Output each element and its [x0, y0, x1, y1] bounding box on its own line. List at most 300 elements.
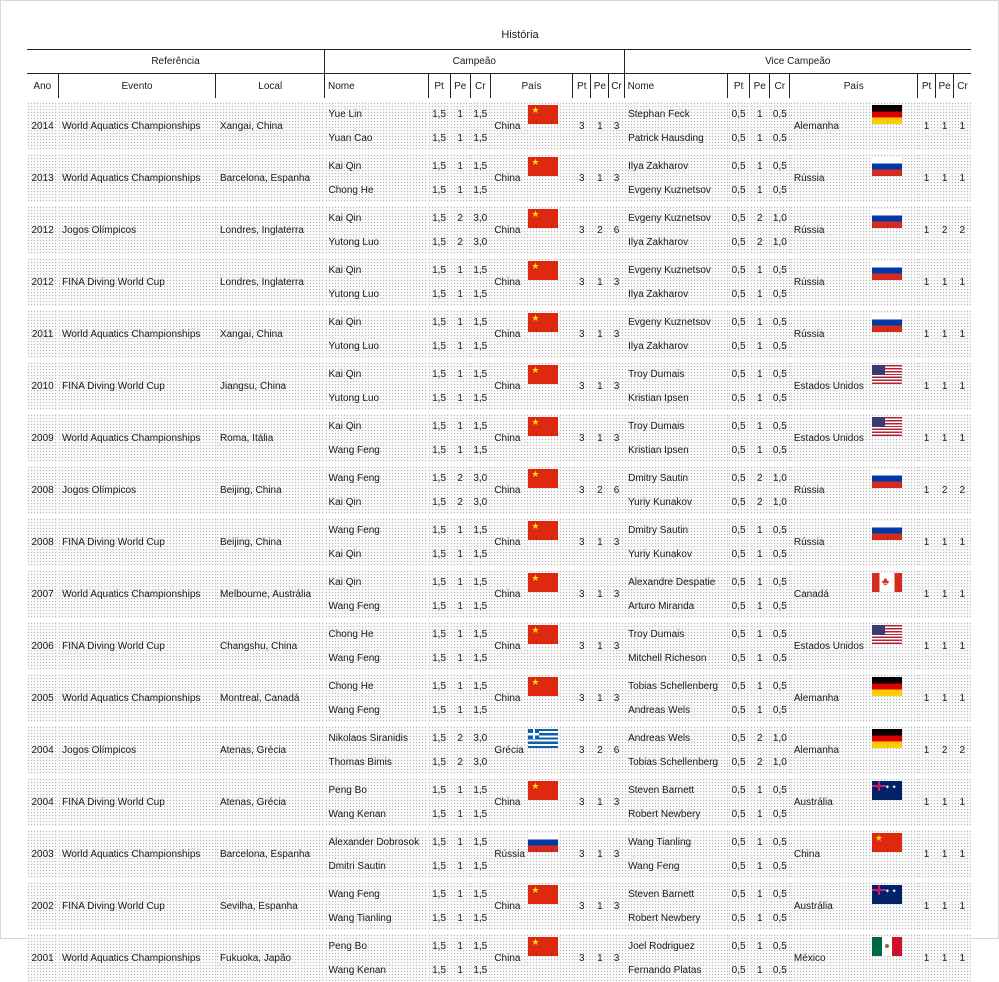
vice-athlete-name: Tobias Schellenberg — [624, 672, 728, 698]
vice-country-cell — [790, 776, 918, 828]
germany-flag-icon — [872, 729, 902, 748]
table-row — [27, 464, 971, 490]
champ-athlete-pt: 1,5 — [428, 698, 450, 724]
vice-athlete-cr: 0,5 — [770, 802, 790, 828]
champ-athlete-pt: 1,5 — [428, 178, 450, 204]
champ-athlete-pt: 1,5 — [428, 308, 450, 334]
vice-athlete-pe: 2 — [750, 204, 770, 230]
vice-athlete-pe: 1 — [750, 282, 770, 308]
champ-country-name: China — [494, 432, 521, 444]
vice-athlete-cr: 0,5 — [770, 958, 790, 982]
china-flag-icon — [528, 677, 558, 696]
champ-country-name: China — [494, 224, 521, 236]
champ-country-name: China — [494, 536, 521, 548]
vice-country-cpt: 1 — [918, 204, 936, 256]
cell-ano: 2004 — [27, 776, 58, 828]
vice-country-cell — [790, 932, 918, 982]
vice-athlete-pe: 1 — [750, 516, 770, 542]
champ-athlete-cr: 1,5 — [470, 256, 490, 282]
cell-evento: FINA Diving World Cup — [58, 776, 216, 828]
cell-ano: 2008 — [27, 464, 58, 516]
cell-local: Londres, Inglaterra — [216, 204, 325, 256]
cell-ano: 2011 — [27, 308, 58, 360]
champ-athlete-cr: 1,5 — [470, 880, 490, 906]
champ-athlete-name: Wang Feng — [325, 438, 429, 464]
champ-country-cell — [490, 256, 572, 308]
champ-athlete-name: Wang Feng — [325, 698, 429, 724]
vice-country-ccr: 1 — [954, 776, 971, 828]
vice-athlete-cr: 0,5 — [770, 386, 790, 412]
col-header-champ-nome: Nome — [325, 74, 429, 101]
cell-evento: World Aquatics Championships — [58, 568, 216, 620]
vice-country-cell — [790, 568, 918, 620]
china-flag-icon — [528, 209, 558, 228]
china-flag-icon — [528, 157, 558, 176]
champ-country-cpt: 3 — [573, 776, 591, 828]
vice-athlete-pt: 0,5 — [728, 438, 750, 464]
vice-country-cpt: 1 — [918, 256, 936, 308]
vice-athlete-pt: 0,5 — [728, 178, 750, 204]
vice-athlete-name: Evgeny Kuznetsov — [624, 256, 728, 282]
cell-local: Roma, Itália — [216, 412, 325, 464]
vice-athlete-pe: 1 — [750, 932, 770, 958]
vice-athlete-cr: 0,5 — [770, 672, 790, 698]
vice-country-name: Rússia — [793, 276, 825, 288]
cell-local: Montreal, Canadá — [216, 672, 325, 724]
champ-athlete-pt: 1,5 — [428, 360, 450, 386]
champ-athlete-pt: 1,5 — [428, 490, 450, 516]
table-row — [27, 932, 971, 958]
champ-country-cpe: 1 — [591, 828, 609, 880]
vice-country-cell — [790, 672, 918, 724]
champ-athlete-pt: 1,5 — [428, 438, 450, 464]
vice-athlete-name: Wang Feng — [624, 854, 728, 880]
vice-athlete-pt: 0,5 — [728, 906, 750, 932]
champ-athlete-name: Yutong Luo — [325, 230, 429, 256]
cell-evento: FINA Diving World Cup — [58, 516, 216, 568]
champ-country-ccr: 6 — [609, 724, 624, 776]
champ-athlete-name: Kai Qin — [325, 490, 429, 516]
vice-country-name: México — [793, 952, 826, 964]
champ-athlete-pe: 1 — [450, 932, 470, 958]
vice-athlete-cr: 0,5 — [770, 334, 790, 360]
champ-country-ccr: 3 — [609, 412, 624, 464]
champ-athlete-pe: 1 — [450, 438, 470, 464]
cell-local: Barcelona, Espanha — [216, 828, 325, 880]
table-row — [27, 412, 971, 438]
russia-flag-icon — [872, 261, 902, 280]
vice-athlete-cr: 0,5 — [770, 256, 790, 282]
champ-country-name: China — [494, 640, 521, 652]
champ-athlete-pt: 1,5 — [428, 802, 450, 828]
champ-athlete-cr: 1,5 — [470, 672, 490, 698]
vice-country-cpt: 1 — [918, 620, 936, 672]
vice-athlete-pt: 0,5 — [728, 360, 750, 386]
table-row — [27, 204, 971, 230]
vice-athlete-name: Robert Newbery — [624, 802, 728, 828]
vice-country-cpe: 1 — [936, 568, 954, 620]
vice-athlete-name: Evgeny Kuznetsov — [624, 204, 728, 230]
champ-athlete-pt: 1,5 — [428, 646, 450, 672]
china-flag-icon — [528, 521, 558, 540]
champ-athlete-pe: 1 — [450, 386, 470, 412]
champ-country-cell — [490, 828, 572, 880]
champ-country-cpt: 3 — [573, 724, 591, 776]
vice-athlete-pe: 1 — [750, 646, 770, 672]
table-row — [27, 672, 971, 698]
champ-athlete-pt: 1,5 — [428, 906, 450, 932]
champ-country-cpe: 1 — [591, 620, 609, 672]
champ-athlete-pt: 1,5 — [428, 100, 450, 126]
vice-country-cell — [790, 412, 918, 464]
vice-country-cpt: 1 — [918, 152, 936, 204]
vice-country-ccr: 1 — [954, 620, 971, 672]
vice-country-ccr: 1 — [954, 568, 971, 620]
champ-country-cpt: 3 — [573, 672, 591, 724]
champ-athlete-pt: 1,5 — [428, 776, 450, 802]
cell-local: Sevilha, Espanha — [216, 880, 325, 932]
champ-athlete-name: Chong He — [325, 620, 429, 646]
champ-country-cpe: 1 — [591, 256, 609, 308]
vice-athlete-name: Alexandre Despatie — [624, 568, 728, 594]
cell-evento: FINA Diving World Cup — [58, 360, 216, 412]
champ-athlete-cr: 1,5 — [470, 126, 490, 152]
champ-athlete-pe: 1 — [450, 828, 470, 854]
china-flag-icon — [528, 573, 558, 592]
champ-country-ccr: 3 — [609, 308, 624, 360]
table-row — [27, 256, 971, 282]
champ-athlete-cr: 1,5 — [470, 646, 490, 672]
vice-athlete-pt: 0,5 — [728, 100, 750, 126]
vice-athlete-pe: 1 — [750, 568, 770, 594]
greece-flag-icon — [528, 729, 558, 748]
champ-athlete-pt: 1,5 — [428, 464, 450, 490]
vice-country-cpe: 1 — [936, 620, 954, 672]
vice-country-cpe: 1 — [936, 412, 954, 464]
vice-country-name: Rússia — [793, 224, 825, 236]
china-flag-icon — [528, 625, 558, 644]
vice-country-cpt: 1 — [918, 360, 936, 412]
champ-athlete-name: Wang Kenan — [325, 958, 429, 982]
champ-athlete-cr: 3,0 — [470, 490, 490, 516]
vice-athlete-pt: 0,5 — [728, 880, 750, 906]
vice-athlete-pe: 1 — [750, 386, 770, 412]
vice-country-name: Alemanha — [793, 744, 839, 756]
history-table-body — [27, 100, 971, 982]
table-row — [27, 880, 971, 906]
cell-ano: 2003 — [27, 828, 58, 880]
champ-athlete-pe: 2 — [450, 490, 470, 516]
champ-athlete-pe: 1 — [450, 334, 470, 360]
page-title: História — [501, 29, 539, 41]
vice-athlete-pt: 0,5 — [728, 386, 750, 412]
vice-country-cpt: 1 — [918, 828, 936, 880]
vice-athlete-pe: 1 — [750, 438, 770, 464]
cell-evento: World Aquatics Championships — [58, 672, 216, 724]
champ-athlete-pe: 1 — [450, 646, 470, 672]
vice-athlete-cr: 1,0 — [770, 724, 790, 750]
vice-athlete-pe: 1 — [750, 854, 770, 880]
cell-evento: World Aquatics Championships — [58, 100, 216, 152]
cell-local: Changshu, China — [216, 620, 325, 672]
cell-local: Beijing, China — [216, 464, 325, 516]
champ-athlete-name: Peng Bo — [325, 932, 429, 958]
vice-country-cell — [790, 152, 918, 204]
cell-evento: Jogos Olímpicos — [58, 464, 216, 516]
vice-athlete-pe: 1 — [750, 958, 770, 982]
vice-country-cpe: 1 — [936, 932, 954, 982]
champ-athlete-name: Peng Bo — [325, 776, 429, 802]
cell-evento: FINA Diving World Cup — [58, 880, 216, 932]
vice-country-cpt: 1 — [918, 932, 936, 982]
vice-athlete-pt: 0,5 — [728, 490, 750, 516]
champ-country-cpe: 2 — [591, 464, 609, 516]
col-header-champ-country-cr: Cr — [609, 74, 624, 101]
vice-athlete-name: Steven Barnett — [624, 776, 728, 802]
vice-athlete-pt: 0,5 — [728, 152, 750, 178]
champ-country-cpe: 1 — [591, 308, 609, 360]
champ-athlete-name: Wang Feng — [325, 880, 429, 906]
vice-athlete-cr: 0,5 — [770, 438, 790, 464]
australia-flag-icon — [872, 781, 902, 800]
champ-athlete-pe: 2 — [450, 230, 470, 256]
vice-athlete-pe: 1 — [750, 594, 770, 620]
vice-athlete-cr: 0,5 — [770, 516, 790, 542]
vice-athlete-pe: 1 — [750, 178, 770, 204]
cell-ano: 2010 — [27, 360, 58, 412]
vice-athlete-pt: 0,5 — [728, 594, 750, 620]
cell-ano: 2012 — [27, 256, 58, 308]
champ-athlete-pe: 1 — [450, 620, 470, 646]
australia-flag-icon — [872, 885, 902, 904]
champ-athlete-pe: 1 — [450, 880, 470, 906]
champ-athlete-cr: 1,5 — [470, 568, 490, 594]
champ-athlete-pt: 1,5 — [428, 958, 450, 982]
champ-country-name: China — [494, 692, 521, 704]
cell-local: Atenas, Grécia — [216, 724, 325, 776]
champ-country-cpt: 3 — [573, 100, 591, 152]
vice-country-cpe: 2 — [936, 464, 954, 516]
cell-local: Atenas, Grécia — [216, 776, 325, 828]
champ-athlete-name: Wang Kenan — [325, 802, 429, 828]
champ-country-name: China — [494, 172, 521, 184]
vice-country-cpe: 2 — [936, 724, 954, 776]
vice-athlete-cr: 0,5 — [770, 932, 790, 958]
champ-athlete-pe: 1 — [450, 594, 470, 620]
vice-athlete-pe: 1 — [750, 672, 770, 698]
vice-athlete-pe: 1 — [750, 308, 770, 334]
champ-country-ccr: 3 — [609, 880, 624, 932]
vice-country-cpt: 1 — [918, 412, 936, 464]
vice-country-ccr: 1 — [954, 308, 971, 360]
champ-athlete-pe: 1 — [450, 412, 470, 438]
vice-country-cpt: 1 — [918, 568, 936, 620]
champ-athlete-cr: 1,5 — [470, 594, 490, 620]
champ-country-ccr: 3 — [609, 932, 624, 982]
champ-country-cpt: 3 — [573, 256, 591, 308]
champ-country-name: China — [494, 120, 521, 132]
col-header-vice-pais: País — [790, 74, 918, 101]
champ-country-cell — [490, 516, 572, 568]
champ-country-cell — [490, 204, 572, 256]
vice-athlete-pt: 0,5 — [728, 308, 750, 334]
vice-athlete-pe: 1 — [750, 880, 770, 906]
vice-country-cpe: 1 — [936, 308, 954, 360]
champ-country-cpt: 3 — [573, 620, 591, 672]
champ-athlete-name: Thomas Bimis — [325, 750, 429, 776]
vice-country-name: Rússia — [793, 536, 825, 548]
vice-country-ccr: 1 — [954, 672, 971, 724]
vice-athlete-pe: 1 — [750, 802, 770, 828]
col-header-vice-country-cr: Cr — [954, 74, 971, 101]
vice-country-ccr: 2 — [954, 464, 971, 516]
vice-athlete-name: Robert Newbery — [624, 906, 728, 932]
vice-athlete-pt: 0,5 — [728, 620, 750, 646]
vice-athlete-pe: 1 — [750, 620, 770, 646]
vice-country-cpe: 1 — [936, 828, 954, 880]
champ-country-name: China — [494, 900, 521, 912]
vice-athlete-pe: 1 — [750, 412, 770, 438]
champ-athlete-pt: 1,5 — [428, 230, 450, 256]
champ-country-name: Grécia — [494, 744, 524, 756]
vice-country-name: Alemanha — [793, 692, 839, 704]
champ-country-cell — [490, 568, 572, 620]
col-header-ano: Ano — [27, 74, 58, 101]
champ-country-cpe: 1 — [591, 360, 609, 412]
vice-athlete-cr: 0,5 — [770, 126, 790, 152]
cell-local: Barcelona, Espanha — [216, 152, 325, 204]
cell-evento: World Aquatics Championships — [58, 412, 216, 464]
champ-athlete-cr: 1,5 — [470, 438, 490, 464]
champ-athlete-name: Kai Qin — [325, 256, 429, 282]
champ-athlete-cr: 1,5 — [470, 308, 490, 334]
vice-athlete-pe: 2 — [750, 490, 770, 516]
china-flag-icon — [528, 313, 558, 332]
vice-country-name: China — [793, 848, 821, 860]
vice-country-ccr: 1 — [954, 880, 971, 932]
vice-athlete-pe: 1 — [750, 100, 770, 126]
table-row — [27, 776, 971, 802]
vice-athlete-cr: 0,5 — [770, 100, 790, 126]
champ-athlete-cr: 3,0 — [470, 724, 490, 750]
champ-athlete-pt: 1,5 — [428, 334, 450, 360]
champ-country-cpt: 3 — [573, 932, 591, 982]
vice-country-ccr: 1 — [954, 932, 971, 982]
champ-country-cell — [490, 880, 572, 932]
vice-athlete-name: Andreas Wels — [624, 724, 728, 750]
vice-country-name: Rússia — [793, 172, 825, 184]
champ-athlete-pt: 1,5 — [428, 594, 450, 620]
vice-athlete-cr: 0,5 — [770, 282, 790, 308]
vice-country-cell — [790, 880, 918, 932]
vice-athlete-name: Ilya Zakharov — [624, 334, 728, 360]
vice-athlete-pe: 1 — [750, 126, 770, 152]
vice-athlete-cr: 0,5 — [770, 594, 790, 620]
vice-country-cell — [790, 256, 918, 308]
champ-athlete-pt: 1,5 — [428, 516, 450, 542]
vice-country-name: Austrália — [793, 900, 833, 912]
champ-country-ccr: 3 — [609, 776, 624, 828]
cell-ano: 2004 — [27, 724, 58, 776]
champ-athlete-pe: 1 — [450, 542, 470, 568]
champ-athlete-pe: 2 — [450, 464, 470, 490]
vice-country-name: Rússia — [793, 328, 825, 340]
champ-athlete-name: Wang Feng — [325, 516, 429, 542]
vice-country-ccr: 1 — [954, 412, 971, 464]
champ-athlete-name: Wang Feng — [325, 464, 429, 490]
champ-athlete-pe: 1 — [450, 126, 470, 152]
table-row — [27, 360, 971, 386]
champ-country-name: China — [494, 588, 521, 600]
china-flag-icon — [528, 937, 558, 956]
champ-athlete-cr: 3,0 — [470, 230, 490, 256]
champ-country-name: China — [494, 276, 521, 288]
table-row — [27, 828, 971, 854]
vice-country-cpt: 1 — [918, 464, 936, 516]
vice-country-ccr: 1 — [954, 256, 971, 308]
vice-country-cpe: 2 — [936, 204, 954, 256]
vice-athlete-name: Yuriy Kunakov — [624, 542, 728, 568]
cell-local: Xangai, China — [216, 308, 325, 360]
vice-country-cpe: 1 — [936, 516, 954, 568]
vice-athlete-name: Stephan Feck — [624, 100, 728, 126]
vice-country-cell — [790, 100, 918, 152]
champ-country-name: China — [494, 328, 521, 340]
champ-athlete-name: Kai Qin — [325, 308, 429, 334]
champ-athlete-name: Chong He — [325, 672, 429, 698]
china-flag-icon — [528, 469, 558, 488]
champ-country-cell — [490, 464, 572, 516]
champ-country-ccr: 3 — [609, 152, 624, 204]
vice-athlete-pt: 0,5 — [728, 126, 750, 152]
champ-country-cpe: 1 — [591, 568, 609, 620]
vice-country-name: Rússia — [793, 484, 825, 496]
vice-athlete-name: Joel Rodriguez — [624, 932, 728, 958]
vice-athlete-cr: 1,0 — [770, 464, 790, 490]
vice-country-name: Estados Unidos — [793, 640, 864, 652]
champ-athlete-name: Chong He — [325, 178, 429, 204]
champ-athlete-cr: 1,5 — [470, 542, 490, 568]
vice-athlete-cr: 0,5 — [770, 152, 790, 178]
china-flag-icon — [528, 105, 558, 124]
champ-country-cpe: 1 — [591, 672, 609, 724]
table-row — [27, 308, 971, 334]
vice-athlete-name: Kristian Ipsen — [624, 438, 728, 464]
champ-athlete-pe: 2 — [450, 724, 470, 750]
champ-country-ccr: 3 — [609, 568, 624, 620]
vice-athlete-pt: 0,5 — [728, 568, 750, 594]
champ-athlete-name: Kai Qin — [325, 412, 429, 438]
vice-athlete-pt: 0,5 — [728, 646, 750, 672]
cell-local: Jiangsu, China — [216, 360, 325, 412]
champ-athlete-pt: 1,5 — [428, 724, 450, 750]
vice-athlete-cr: 0,5 — [770, 542, 790, 568]
cell-evento: World Aquatics Championships — [58, 308, 216, 360]
vice-athlete-pe: 2 — [750, 464, 770, 490]
vice-athlete-pe: 2 — [750, 750, 770, 776]
vice-athlete-pe: 1 — [750, 828, 770, 854]
champ-athlete-pt: 1,5 — [428, 282, 450, 308]
vice-athlete-cr: 1,0 — [770, 490, 790, 516]
champ-athlete-cr: 1,5 — [470, 334, 490, 360]
vice-athlete-pe: 1 — [750, 360, 770, 386]
champ-country-ccr: 3 — [609, 100, 624, 152]
vice-athlete-cr: 0,5 — [770, 412, 790, 438]
champ-country-ccr: 6 — [609, 204, 624, 256]
champ-athlete-pe: 1 — [450, 152, 470, 178]
vice-athlete-pt: 0,5 — [728, 698, 750, 724]
vice-athlete-pe: 1 — [750, 334, 770, 360]
